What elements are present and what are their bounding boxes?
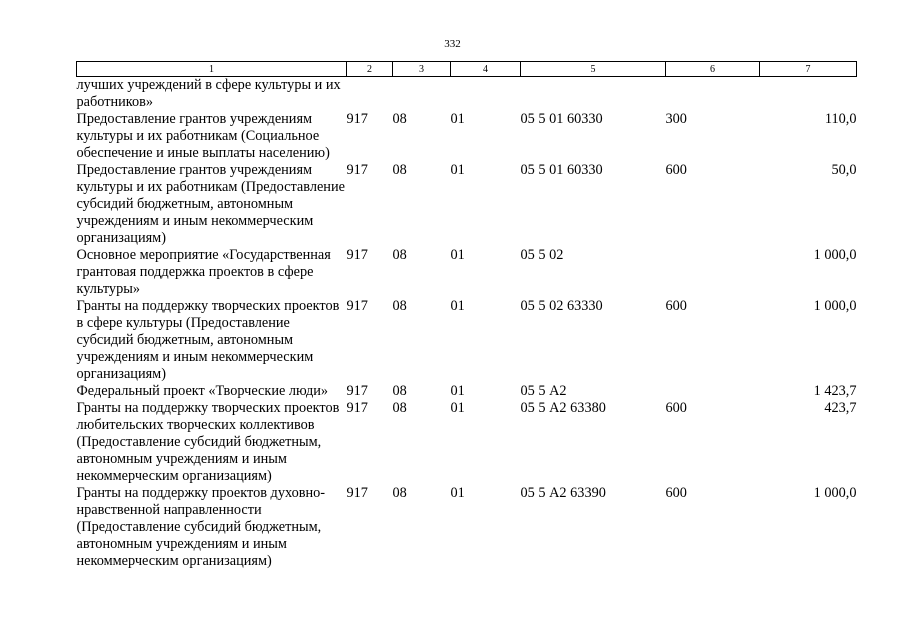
subsection-code-cell: 01	[450, 400, 465, 416]
table-row	[77, 298, 857, 383]
table-body	[77, 77, 857, 571]
row-name-cell: Предоставление грантов учреждениям культуры и их работникам (Социальное обеспечение и иные выплаты населению)	[76, 111, 330, 161]
row-name-cell: лучших учреждений в сфере культуры и их работников»	[76, 77, 341, 110]
table-row	[77, 485, 857, 570]
subsection-code-cell: 01	[450, 485, 465, 501]
section-code-cell: 08	[392, 298, 407, 314]
amount-cell: 423,7	[824, 400, 857, 416]
subsection-code-cell: 01	[450, 298, 465, 314]
column-number-header-row	[77, 62, 857, 77]
column-number-header: 1	[77, 62, 347, 77]
expense-type-cell	[666, 383, 760, 400]
expense-type-cell: 600	[665, 485, 687, 501]
subsection-code-cell: 01	[450, 162, 465, 178]
admin-code-cell: 917	[346, 162, 368, 178]
section-code-cell: 08	[392, 111, 407, 127]
table-row	[77, 77, 857, 112]
admin-code-cell: 917	[346, 485, 368, 501]
target-article-cell: 05 5 01 60330	[520, 162, 603, 178]
amount-cell: 50,0	[831, 162, 857, 178]
amount-cell: 1 000,0	[813, 298, 857, 314]
column-number-header: 7	[760, 62, 857, 77]
table-row	[77, 400, 857, 485]
expense-type-cell: 300	[665, 111, 687, 127]
table-row	[77, 383, 857, 400]
amount-cell	[760, 77, 857, 112]
expense-type-cell	[666, 77, 760, 112]
column-number-header: 2	[347, 62, 393, 77]
section-code-cell: 08	[392, 383, 407, 399]
admin-code-cell: 917	[346, 383, 368, 399]
target-article-cell: 05 5 01 60330	[520, 111, 603, 127]
column-number-header: 4	[451, 62, 521, 77]
target-article-cell: 05 5 02	[520, 247, 564, 263]
subsection-code-cell: 01	[450, 111, 465, 127]
table-row	[77, 162, 857, 247]
row-name-cell: Гранты на поддержку творческих проектов в сфере культуры (Предоставление субсидий бюджетным, автономным учреждениям и иным некоммерческим организациям)	[76, 298, 340, 382]
admin-code-cell: 917	[346, 111, 368, 127]
section-code-cell: 08	[392, 247, 407, 263]
target-article-cell: 05 5 А2	[520, 383, 567, 399]
expense-type-cell: 600	[665, 162, 687, 178]
target-article-cell: 05 5 02 63330	[520, 298, 603, 314]
admin-code-cell: 917	[346, 298, 368, 314]
amount-cell: 1 423,7	[813, 383, 857, 399]
row-name-cell: Федеральный проект «Творческие люди»	[76, 383, 329, 399]
admin-code-cell: 917	[346, 400, 368, 416]
table-row	[77, 111, 857, 162]
budget-table	[76, 61, 857, 570]
section-code-cell: 08	[392, 162, 407, 178]
row-name-cell: Предоставление грантов учреждениям культуры и их работникам (Предоставление субсидий бюджетным, автономным учреждениям и иным некоммерческим организациям)	[76, 162, 345, 246]
column-number-header: 5	[521, 62, 666, 77]
amount-cell: 1 000,0	[813, 247, 857, 263]
section-code-cell	[393, 77, 451, 112]
subsection-code-cell	[451, 77, 521, 112]
row-name-cell: Гранты на поддержку проектов духовно-нравственной направленности (Предоставление субсидий бюджетным, автономным учреждениям и иным некоммерческим организациям)	[76, 485, 326, 569]
section-code-cell: 08	[392, 400, 407, 416]
section-code-cell: 08	[392, 485, 407, 501]
row-name-cell: Гранты на поддержку творческих проектов любительских творческих коллективов (Предоставление субсидий бюджетным, автономным учреждениям и иным некоммерческим организациям)	[76, 400, 340, 484]
admin-code-cell: 917	[346, 247, 368, 263]
expense-type-cell	[666, 247, 760, 298]
target-article-cell: 05 5 А2 63390	[520, 485, 606, 501]
subsection-code-cell: 01	[450, 247, 465, 263]
amount-cell: 110,0	[824, 111, 857, 127]
expense-type-cell: 600	[665, 400, 687, 416]
row-name-cell: Основное мероприятие «Государственная грантовая поддержка проектов в сфере культуры»	[76, 247, 331, 297]
subsection-code-cell: 01	[450, 383, 465, 399]
target-article-cell	[521, 77, 666, 112]
table-row	[77, 247, 857, 298]
page-number: 332	[444, 38, 461, 50]
expense-type-cell: 600	[665, 298, 687, 314]
target-article-cell: 05 5 А2 63380	[520, 400, 606, 416]
admin-code-cell	[347, 77, 393, 112]
column-number-header: 3	[393, 62, 451, 77]
column-number-header: 6	[666, 62, 760, 77]
amount-cell: 1 000,0	[813, 485, 857, 501]
